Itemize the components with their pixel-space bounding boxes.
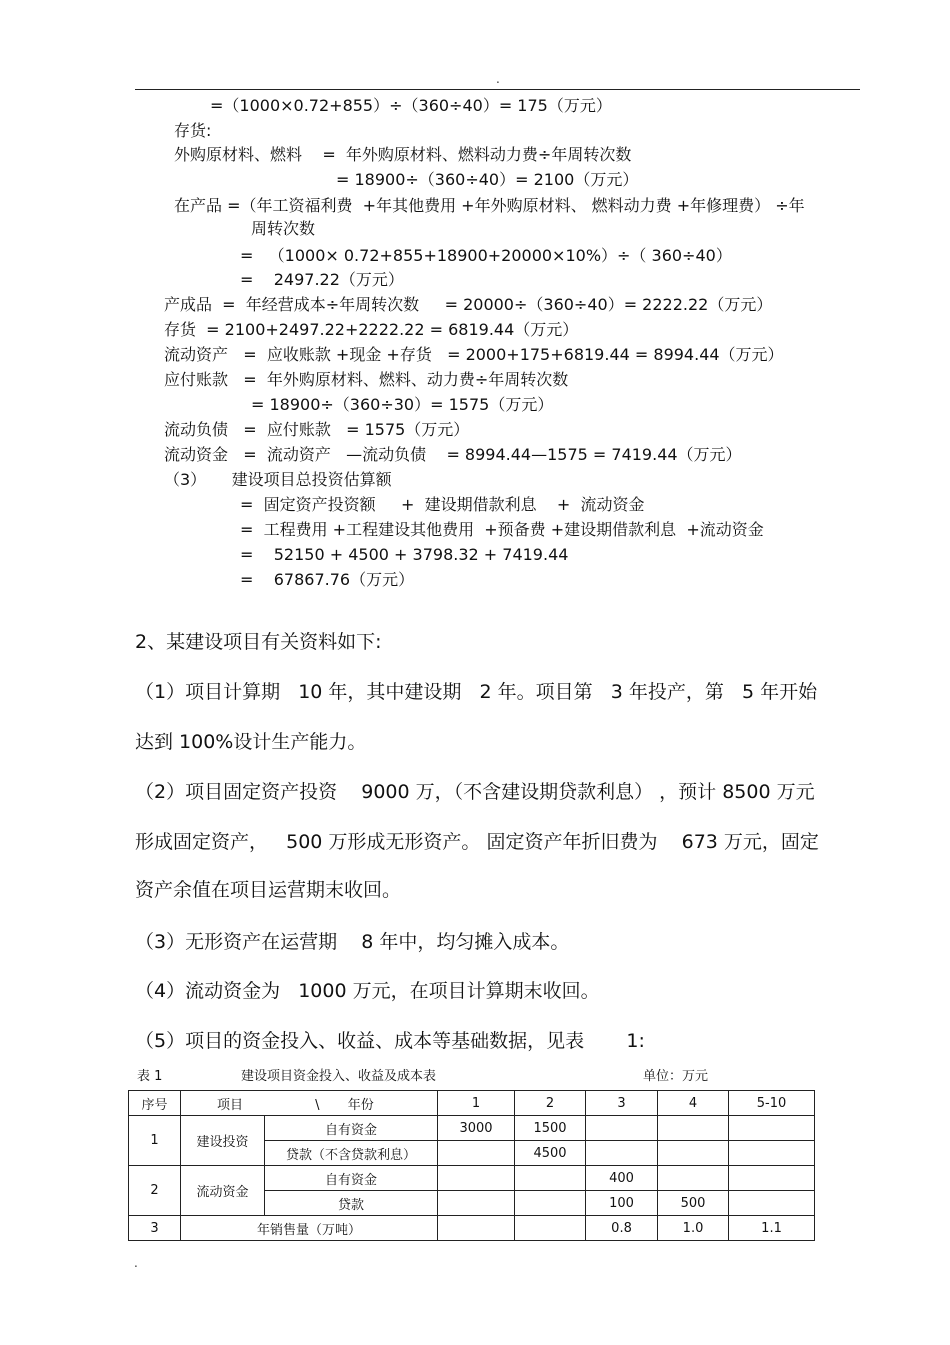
header-item: 项目 [217, 1097, 244, 1113]
problem-heading: 2、某建设项目有关资料如下: [135, 631, 382, 653]
row-group: 流动资金 [181, 1166, 265, 1216]
calc-line: 周转次数 [251, 219, 316, 238]
problem-line: （5）项目的资金投入、收益、成本等基础数据，见表 1: [135, 1030, 645, 1052]
table-row [129, 1216, 815, 1241]
cell [438, 1191, 515, 1216]
cell [515, 1166, 586, 1191]
calc-line: = （1000× 0.72+855+18900+20000×10%）÷（ 360÷40） [240, 246, 732, 265]
calc-line: 流动资金 = 流动资产 —流动负债 = 8994.44—1575 = 7419.44（万元） [164, 445, 742, 464]
cell [438, 1216, 515, 1241]
cell: 500 [658, 1191, 729, 1216]
calc-line: = 固定资产投资额 + 建设期借款利息 + 流动资金 [240, 495, 645, 514]
investment-table [128, 1090, 815, 1241]
header-year-2: 2 [515, 1091, 586, 1116]
table-row [129, 1116, 815, 1141]
cell [515, 1191, 586, 1216]
cell: 3000 [438, 1116, 515, 1141]
cell: 0.8 [586, 1216, 658, 1241]
calc-line: 产成品 = 年经营成本÷年周转次数 = 20000÷（360÷40）= 2222.22（万元） [164, 295, 773, 314]
cell: 100 [586, 1191, 658, 1216]
table-header-row [129, 1091, 815, 1116]
cell [515, 1216, 586, 1241]
calc-line: = 67867.76（万元） [240, 570, 415, 589]
row-group: 建设投资 [181, 1116, 265, 1166]
calc-line: （3） 建设项目总投资估算额 [164, 470, 392, 489]
cell: 1.1 [729, 1216, 815, 1241]
problem-line: 形成固定资产， 500 万形成无形资产。 固定资产年折旧费为 673 万元，固定 [135, 831, 819, 853]
header-year-5-10: 5-10 [729, 1091, 815, 1116]
header-dot: . [496, 72, 500, 86]
calc-line: 存货 = 2100+2497.22+2222.22 = 6819.44（万元） [164, 320, 579, 339]
table-caption-label: 表 1 [137, 1069, 163, 1084]
header-year: 年份 [347, 1097, 374, 1113]
calc-line: = 18900÷（360÷30）= 1575（万元） [251, 395, 554, 414]
row-seq: 3 [129, 1216, 181, 1241]
header-rule [135, 89, 860, 90]
calc-line: 流动负债 = 应付账款 = 1575（万元） [164, 420, 470, 439]
cell [729, 1141, 815, 1166]
header-year-3: 3 [586, 1091, 658, 1116]
header-seq: 序号 [129, 1091, 181, 1116]
header-item-year [181, 1091, 438, 1116]
header-year-4: 4 [658, 1091, 729, 1116]
calc-line: 外购原材料、燃料 = 年外购原材料、燃料动力费÷年周转次数 [174, 145, 632, 164]
cell [438, 1141, 515, 1166]
cell: 4500 [515, 1141, 586, 1166]
row-seq: 1 [129, 1116, 181, 1166]
problem-line: 资产余值在项目运营期末收回。 [135, 879, 402, 901]
cell [658, 1141, 729, 1166]
calc-line: 存货: [174, 121, 212, 140]
row-sub: 贷款 [265, 1191, 438, 1216]
footer-dot: . [134, 1256, 138, 1270]
row-sub: 自有资金 [265, 1116, 438, 1141]
cell [729, 1191, 815, 1216]
cell: 1500 [515, 1116, 586, 1141]
row-label: 年销售量（万吨） [181, 1216, 438, 1241]
cell: 1.0 [658, 1216, 729, 1241]
table-caption-unit: 单位：万元 [643, 1069, 709, 1084]
calc-line: = 2497.22（万元） [240, 270, 404, 289]
calc-line: 在产品 =（年工资福利费 +年其他费用 +年外购原材料、 燃料动力费 +年修理费） ÷年 [174, 196, 805, 215]
problem-line: （4）流动资金为 1000 万元，在项目计算期末收回。 [135, 980, 600, 1002]
cell [729, 1116, 815, 1141]
cell: 400 [586, 1166, 658, 1191]
row-seq: 2 [129, 1166, 181, 1216]
cell [658, 1166, 729, 1191]
calc-line: 流动资产 = 应收账款 +现金 +存货 = 2000+175+6819.44 = 8994.44（万元） [164, 345, 784, 364]
row-sub: 自有资金 [265, 1166, 438, 1191]
table-row [129, 1166, 815, 1191]
header-year-1: 1 [438, 1091, 515, 1116]
calc-line: = 52150 + 4500 + 3798.32 + 7419.44 [240, 545, 569, 564]
problem-line: （1）项目计算期 10 年，其中建设期 2 年。项目第 3 年投产，第 5 年开始 [135, 681, 818, 703]
cell [586, 1141, 658, 1166]
problem-line: （2）项目固定资产投资 9000 万，（不含建设期贷款利息） ，预计 8500 万元 [135, 781, 815, 803]
calc-line: = 18900÷（360÷40）= 2100（万元） [336, 170, 639, 189]
problem-line: （3）无形资产在运营期 8 年中，均匀摊入成本。 [135, 931, 570, 953]
cell [658, 1116, 729, 1141]
row-sub: 贷款（不含贷款利息） [265, 1141, 438, 1166]
cell [586, 1116, 658, 1141]
cell [729, 1166, 815, 1191]
calc-line: =（1000×0.72+855）÷（360÷40）= 175（万元） [210, 96, 612, 115]
problem-line: 达到 100%设计生产能力。 [135, 731, 367, 753]
calc-line: = 工程费用 +工程建设其他费用 +预备费 +建设期借款利息 +流动资金 [240, 520, 764, 539]
calc-line: 应付账款 = 年外购原材料、燃料、动力费÷年周转次数 [164, 370, 569, 389]
diagonal-mark: \ [315, 1097, 320, 1113]
cell [438, 1166, 515, 1191]
table-caption-title: 建设项目资金投入、收益及成本表 [241, 1069, 437, 1084]
